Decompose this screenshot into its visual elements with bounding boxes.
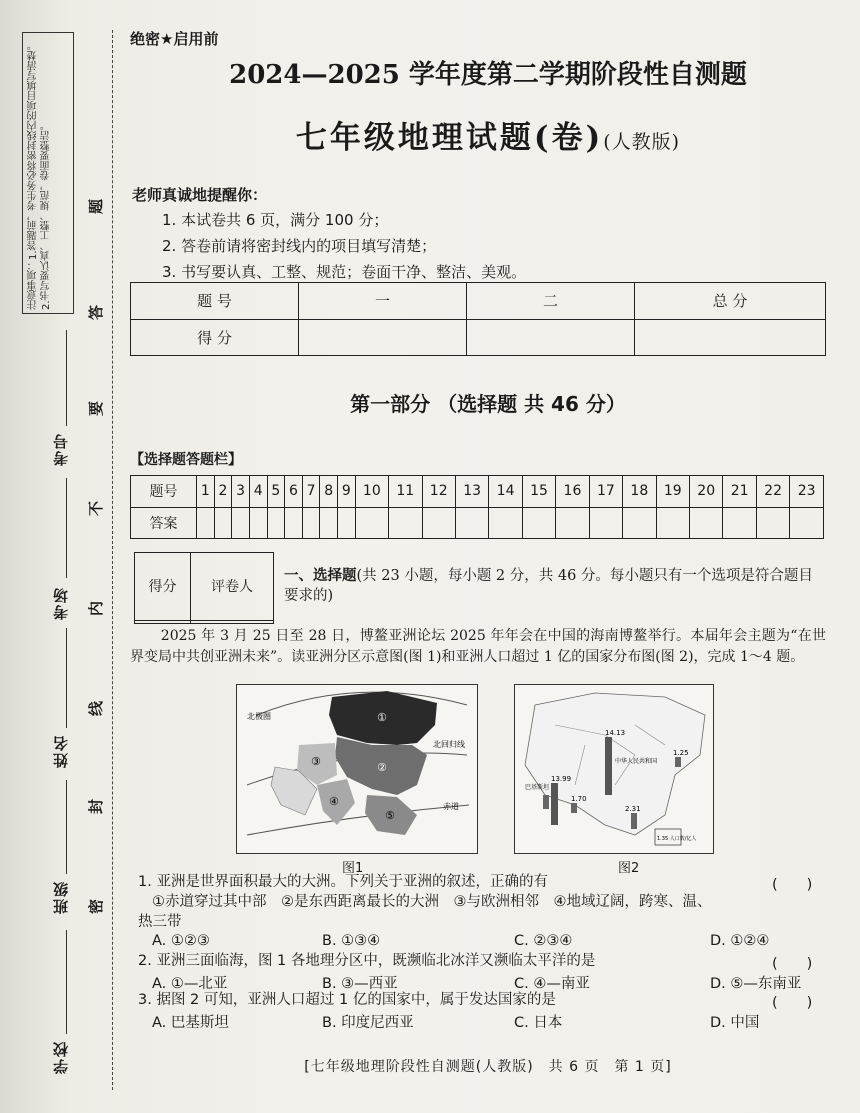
seal-char: 不 [87, 500, 106, 517]
section-desc: (共 23 小题，每小题 2 分，共 46 分。每小题只有一个选项是符合题目要求的) [284, 568, 813, 604]
q3-option-c[interactable]: C. 日本 [514, 1015, 563, 1031]
question-number-cell: 1 [197, 476, 215, 508]
answer-cell[interactable] [285, 507, 303, 539]
exam-number-field[interactable] [66, 330, 67, 426]
question-number-cell: 23 [790, 476, 824, 508]
question-number-cell: 10 [355, 476, 388, 508]
seal-char: 封 [87, 798, 106, 815]
grade-header: 评卷人 [190, 553, 273, 621]
question-number-cell: 19 [656, 476, 689, 508]
rule-item: 3. 书写要认真、工整、规范；卷面干净、整洁、美观。 [162, 263, 527, 281]
answer-cell[interactable] [422, 507, 455, 539]
answer-cell[interactable] [455, 507, 488, 539]
answer-cell[interactable] [589, 507, 622, 539]
region-1-label: ① [377, 711, 387, 724]
pakistan-label: 巴基斯坦 [525, 784, 550, 791]
answer-cell[interactable] [267, 507, 285, 539]
q1-option-d[interactable]: D. ①②④ [710, 933, 770, 949]
name-field[interactable] [66, 628, 67, 728]
seal-char: 答 [87, 304, 106, 321]
question-number-cell: 13 [455, 476, 488, 508]
answer-paren[interactable]: ( ) [772, 995, 813, 1011]
pop-label-india: 13.99 [551, 775, 572, 783]
answer-row-label: 答案 [131, 507, 197, 539]
answer-cell[interactable] [249, 507, 267, 539]
question-3-stem: 3. 据图 2 可知，亚洲人口超过 1 亿的国家中，属于发达国家的是 [138, 992, 556, 1008]
score-header: 总 分 [635, 283, 826, 320]
q2-option-b[interactable]: B. ③—西亚 [322, 976, 398, 992]
answer-cell[interactable] [756, 507, 789, 539]
exam-title: 2024—2025 学年度第二学期阶段性自测题 [229, 60, 747, 90]
tropic-label: 北回归线 [433, 740, 465, 749]
grade-cell[interactable] [190, 620, 273, 623]
answer-cell[interactable] [320, 507, 338, 539]
question-number-cell: 11 [389, 476, 422, 508]
answer-cell[interactable] [355, 507, 388, 539]
seal-char: 内 [87, 600, 106, 617]
question-number-cell: 22 [756, 476, 789, 508]
score-header: 一 [299, 283, 467, 320]
confidential-mark: 绝密★启用前 [130, 30, 219, 48]
pop-bar-bangladesh [571, 803, 577, 813]
answer-cell[interactable] [338, 507, 356, 539]
question-1-statements-cont: 热三带 [138, 914, 182, 930]
equator-line [247, 805, 469, 835]
answer-cell[interactable] [489, 507, 522, 539]
exam-room-field[interactable] [66, 478, 67, 578]
pop-bar-india [551, 783, 558, 825]
question-2-stem: 2. 亚洲三面临海，图 1 各地理分区中，既濒临北冰洋又濒临太平洋的是 [138, 953, 596, 969]
pop-label-bangladesh: 1.70 [571, 795, 587, 803]
section-heading [284, 566, 824, 606]
answer-cell[interactable] [556, 507, 589, 539]
score-row-label: 得 分 [131, 319, 299, 356]
answer-cell[interactable] [302, 507, 320, 539]
answer-cell[interactable] [197, 507, 215, 539]
q1-option-a[interactable]: A. ①②③ [152, 933, 210, 949]
answer-row-label: 题号 [131, 476, 197, 508]
q2-option-d[interactable]: D. ⑤—东南亚 [710, 976, 802, 992]
q1-option-b[interactable]: B. ①③④ [322, 933, 381, 949]
answer-cell[interactable] [723, 507, 756, 539]
label-exam-room: 考场 [52, 586, 70, 620]
score-cell[interactable] [299, 319, 467, 356]
label-name: 姓名 [52, 734, 70, 768]
pop-label-indonesia: 2.31 [625, 805, 641, 813]
figure-1-caption: 图1 [342, 861, 364, 876]
question-number-cell: 8 [320, 476, 338, 508]
asia-population-map [514, 684, 714, 854]
rule-item: 2. 答卷前请将密封线内的项目填写清楚； [162, 237, 437, 255]
score-header: 题 号 [131, 283, 299, 320]
grade-cell[interactable] [135, 620, 191, 623]
seal-line [112, 30, 113, 1090]
answer-table [130, 475, 824, 539]
exam-subtitle [130, 112, 846, 157]
q2-option-a[interactable]: A. ①—北亚 [152, 976, 228, 992]
question-number-cell: 14 [489, 476, 522, 508]
score-cell[interactable] [467, 319, 635, 356]
reminder-heading: 老师真诚地提醒你： [132, 186, 268, 204]
grade-table [134, 552, 274, 624]
question-number-cell: 15 [522, 476, 555, 508]
question-number-cell: 18 [623, 476, 656, 508]
seal-char: 要 [87, 400, 106, 417]
q3-option-d[interactable]: D. 中国 [710, 1015, 760, 1031]
intro-passage: 2025 年 3 月 25 日至 28 日，博鳌亚洲论坛 2025 年年会在中国的海南博鳌举行。本届年会主题为“在世界变局中共创亚洲未来”。读亚洲分区示意图(图 1)和亚洲人口超过 1 亿的国家分布图(图 2)，完成 1～4 题。 [130, 628, 826, 665]
question-number-cell: 20 [690, 476, 723, 508]
question-number-cell: 4 [249, 476, 267, 508]
subject-title: 七年级地理试题(卷) [295, 120, 604, 156]
part-title: 第一部分 （选择题 共 46 分） [350, 392, 626, 416]
answer-cell[interactable] [690, 507, 723, 539]
answer-cell[interactable] [656, 507, 689, 539]
question-number-cell: 5 [267, 476, 285, 508]
score-table [130, 282, 826, 356]
answer-cell[interactable] [522, 507, 555, 539]
china-label: 中华人民共和国 [615, 758, 658, 765]
region-5-label: ⑤ [385, 809, 395, 822]
answer-cell[interactable] [790, 507, 824, 539]
school-field[interactable] [66, 930, 67, 1034]
label-school: 学校 [52, 1040, 70, 1074]
question-number-cell: 2 [214, 476, 232, 508]
score-header: 二 [467, 283, 635, 320]
grade-header: 得分 [135, 553, 191, 621]
seal-char: 线 [87, 700, 106, 717]
q3-option-a[interactable]: A. 巴基斯坦 [152, 1015, 229, 1031]
pop-label-china: 14.13 [605, 729, 626, 737]
seal-char: 密 [87, 898, 106, 915]
question-number-cell: 7 [302, 476, 320, 508]
answer-paren[interactable]: ( ) [772, 877, 813, 893]
question-number-cell: 16 [556, 476, 589, 508]
legend-label: 1.35 人口数/亿人 [657, 836, 697, 842]
score-cell[interactable] [635, 319, 826, 356]
q1-option-c[interactable]: C. ②③④ [514, 933, 573, 949]
answer-paren[interactable]: ( ) [772, 956, 813, 972]
region-3-label: ③ [311, 755, 321, 768]
asia-regions-map [236, 684, 478, 854]
label-class: 班级 [52, 880, 70, 914]
pop-bar-pakistan [543, 795, 549, 809]
region-4-label: ④ [329, 795, 339, 808]
seal-char: 题 [87, 198, 106, 215]
question-number-cell: 3 [232, 476, 250, 508]
question-1-stem: 1. 亚洲是世界面积最大的大洲。下列关于亚洲的叙述，正确的有 [138, 874, 548, 890]
page-footer: [七年级地理阶段性自测题(人教版) 共 6 页 第 1 页] [304, 1059, 672, 1075]
figure-2-caption: 图2 [618, 861, 640, 876]
notice-text: 注意事项：1.答题前，考生务必将密封线内的项目填写清楚。2.书写要认真、工整、规范，卷面要整洁。 [28, 40, 52, 310]
arctic-label: 北极圈 [247, 712, 271, 721]
answer-cell[interactable] [389, 507, 422, 539]
answer-cell[interactable] [623, 507, 656, 539]
question-number-cell: 17 [589, 476, 622, 508]
question-number-cell: 6 [285, 476, 303, 508]
question-1-statements: ①赤道穿过其中部 ②是东西距离最长的大洲 ③与欧洲相邻 ④地域辽阔，跨寒、温、 [152, 894, 712, 910]
class-field[interactable] [66, 780, 67, 874]
rule-item: 1. 本试卷共 6 页，满分 100 分； [162, 211, 389, 229]
edition-label: (人教版) [603, 131, 681, 153]
answer-bar-label: 【选择题答题栏】 [130, 452, 242, 468]
q2-option-c[interactable]: C. ④—南亚 [514, 976, 590, 992]
section-title: 一、选择题 [284, 568, 357, 584]
asia-population-svg [515, 685, 713, 853]
asia-regions-svg [237, 685, 477, 853]
question-number-cell: 21 [723, 476, 756, 508]
label-exam-number: 考号 [52, 432, 70, 466]
pop-bar-japan [675, 757, 681, 767]
q3-option-b[interactable]: B. 印度尼西亚 [322, 1015, 414, 1031]
region-2-label: ② [377, 761, 387, 774]
equator-label: 赤道 [443, 802, 459, 811]
pop-bar-china [605, 737, 612, 795]
pop-label-japan: 1.25 [673, 749, 689, 757]
pop-bar-indonesia [631, 813, 637, 829]
answer-cell[interactable] [214, 507, 232, 539]
answer-cell[interactable] [232, 507, 250, 539]
question-number-cell: 9 [338, 476, 356, 508]
question-number-cell: 12 [422, 476, 455, 508]
